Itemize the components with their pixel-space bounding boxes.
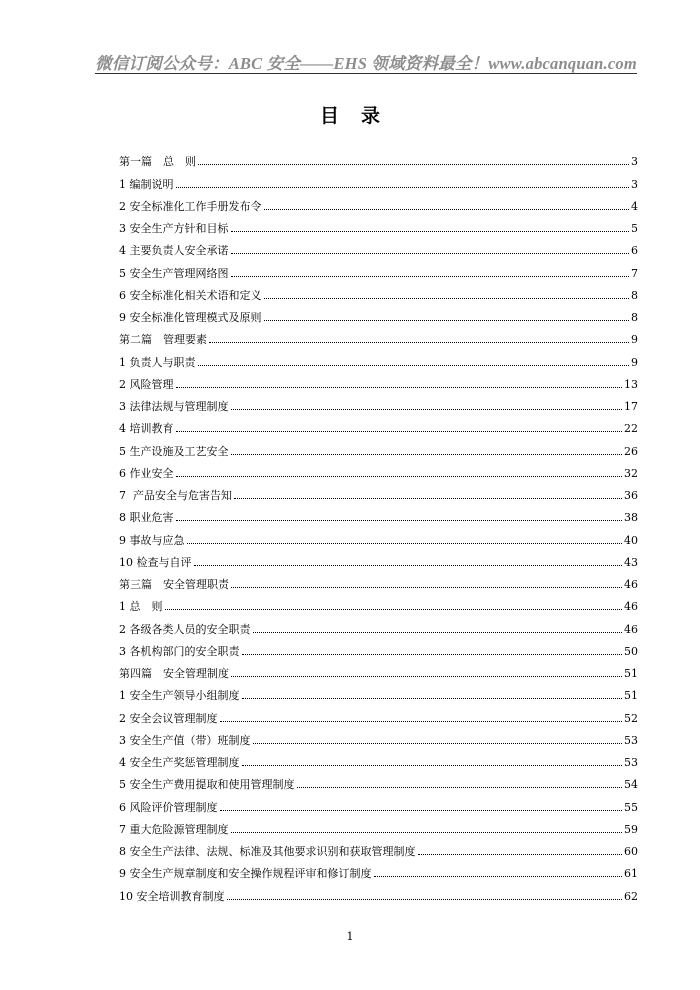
- toc-dot-leader: [194, 565, 623, 566]
- toc-entry-title: 4 培训教育: [119, 422, 174, 436]
- toc-entry-title: 第二篇 管理要素: [119, 333, 207, 347]
- toc-entry-title: 第四篇 安全管理制度: [119, 667, 229, 680]
- toc-dot-leader: [234, 498, 622, 499]
- toc-entry-page: 61: [624, 867, 638, 881]
- toc-entry: [119, 836, 638, 858]
- toc-entry-title: 8 安全生产法律、法规、标准及其他要求识别和获取管理制度: [119, 845, 416, 858]
- toc-entry: [119, 213, 638, 235]
- toc-entry-page: 32: [624, 466, 638, 480]
- toc-entry: [119, 658, 638, 680]
- toc-entry-title: 3 安全生产方针和目标: [119, 222, 229, 235]
- toc-entry-title: 9 事故与应急: [119, 533, 185, 547]
- toc-entry-page: 43: [624, 555, 638, 569]
- toc-dot-leader: [231, 231, 630, 232]
- toc-entry-title: 1 总 则: [119, 600, 163, 614]
- toc-dot-leader: [220, 810, 623, 811]
- toc-entry: [119, 569, 638, 591]
- toc-dot-leader: [220, 721, 623, 722]
- toc-dot-leader: [176, 431, 623, 432]
- toc-entry: [119, 680, 638, 702]
- toc-entry-title: 10 检查与自评: [119, 555, 192, 569]
- toc-entry-page: 22: [624, 422, 638, 436]
- toc-dot-leader: [242, 698, 623, 699]
- toc-entry-page: 46: [624, 600, 638, 614]
- toc-entry-title: 7 重大危险源管理制度: [119, 822, 229, 836]
- toc-dot-leader: [209, 342, 629, 343]
- toc-dot-leader: [198, 164, 629, 165]
- toc-entry: [119, 725, 638, 747]
- toc-dot-leader: [231, 676, 622, 677]
- toc-entry: [119, 191, 638, 213]
- toc-entry: [119, 613, 638, 635]
- toc-entry-page: 9: [631, 355, 638, 369]
- toc-dot-leader: [253, 743, 623, 744]
- table-of-contents: [119, 146, 638, 903]
- toc-entry-title: 3 各机构部门的安全职责: [119, 644, 240, 658]
- toc-entry-page: 59: [624, 822, 638, 836]
- toc-dot-leader: [165, 609, 623, 610]
- toc-entry: [119, 814, 638, 836]
- toc-dot-leader: [187, 543, 623, 544]
- toc-entry-page: 40: [624, 533, 638, 547]
- toc-entry-title: 3 安全生产值（带）班制度: [119, 733, 251, 747]
- toc-dot-leader: [176, 520, 623, 521]
- toc-entry-page: 51: [624, 689, 638, 703]
- toc-dot-leader: [242, 654, 623, 655]
- toc-entry-page: 55: [624, 800, 638, 814]
- toc-entry-title: 10 安全培训教育制度: [119, 889, 225, 903]
- document-title: 目录: [319, 105, 402, 127]
- toc-dot-leader: [231, 587, 622, 588]
- toc-entry-page: 7: [631, 266, 638, 280]
- toc-entry: [119, 591, 638, 613]
- toc-dot-leader: [242, 765, 623, 766]
- toc-entry: [119, 413, 638, 435]
- toc-entry-page: 6: [631, 244, 638, 258]
- toc-entry: [119, 346, 638, 368]
- toc-entry-page: 46: [624, 578, 638, 591]
- toc-entry: [119, 168, 638, 190]
- toc-entry-title: 1 负责人与职责: [119, 355, 196, 369]
- toc-entry-title: 3 法律法规与管理制度: [119, 400, 229, 413]
- toc-entry-page: 13: [624, 377, 638, 391]
- toc-entry: [119, 524, 638, 546]
- toc-entry: [119, 391, 638, 413]
- toc-entry-page: 53: [624, 756, 638, 769]
- toc-dot-leader: [374, 876, 623, 877]
- toc-entry-title: 6 作业安全: [119, 466, 174, 480]
- toc-entry: [119, 858, 638, 880]
- toc-entry-title: 2 各级各类人员的安全职责: [119, 622, 251, 636]
- toc-entry-title: 4 安全生产奖惩管理制度: [119, 756, 240, 769]
- toc-entry: [119, 257, 638, 279]
- toc-entry-title: 9 安全生产规章制度和安全操作规程评审和修订制度: [119, 867, 372, 881]
- toc-entry: [119, 369, 638, 391]
- toc-dot-leader: [297, 787, 623, 788]
- toc-entry-title: 8 职业危害: [119, 511, 174, 525]
- toc-entry-page: 53: [624, 733, 638, 747]
- toc-entry-title: 2 安全标准化工作手册发布令: [119, 199, 262, 213]
- toc-entry-page: 62: [624, 889, 638, 903]
- toc-dot-leader: [176, 187, 630, 188]
- toc-entry-title: 第三篇 安全管理职责: [119, 578, 229, 591]
- toc-entry-page: 8: [631, 311, 638, 324]
- toc-entry-page: 50: [624, 644, 638, 658]
- toc-entry-title: 1 安全生产领导小组制度: [119, 689, 240, 703]
- toc-entry-page: 5: [631, 222, 638, 235]
- toc-entry-title: 5 安全生产费用提取和使用管理制度: [119, 778, 295, 792]
- toc-entry-title: 5 生产设施及工艺安全: [119, 444, 229, 458]
- toc-entry-page: 51: [624, 667, 638, 680]
- toc-entry-page: 38: [624, 511, 638, 525]
- toc-entry: [119, 280, 638, 302]
- toc-entry: [119, 880, 638, 902]
- toc-entry-title: 2 安全会议管理制度: [119, 711, 218, 725]
- toc-dot-leader: [231, 276, 630, 277]
- toc-entry-page: 26: [624, 444, 638, 458]
- toc-dot-leader: [198, 365, 630, 366]
- toc-entry-page: 3: [631, 177, 638, 191]
- toc-entry: [119, 702, 638, 724]
- toc-entry-title: 1 编制说明: [119, 177, 174, 191]
- toc-entry-page: 46: [624, 622, 638, 636]
- toc-dot-leader: [231, 454, 623, 455]
- toc-entry: [119, 791, 638, 813]
- toc-entry-page: 60: [624, 845, 638, 858]
- toc-entry: [119, 547, 638, 569]
- toc-dot-leader: [418, 854, 623, 855]
- toc-entry: [119, 747, 638, 769]
- toc-entry-page: 8: [631, 288, 638, 302]
- toc-entry-title: 5 安全生产管理网络图: [119, 266, 229, 280]
- toc-entry-title: 7 产品安全与危害告知: [119, 489, 232, 502]
- toc-entry-title: 9 安全标准化管理模式及原则: [119, 311, 262, 324]
- toc-dot-leader: [264, 298, 630, 299]
- toc-dot-leader: [231, 253, 630, 254]
- toc-dot-leader: [264, 209, 630, 210]
- toc-entry: [119, 458, 638, 480]
- toc-entry-title: 第一篇 总 则: [119, 155, 196, 169]
- toc-entry-page: 52: [624, 711, 638, 725]
- header-rule: [95, 73, 637, 74]
- page-header-banner: 微信订阅公众号：ABC 安全——EHS 领域资料最全！www.abcanquan.com: [95, 54, 637, 73]
- toc-entry: [119, 435, 638, 457]
- page-number: 1: [346, 930, 354, 943]
- toc-entry-page: 9: [631, 333, 638, 347]
- toc-entry: [119, 146, 638, 168]
- toc-entry: [119, 769, 638, 791]
- toc-entry: [119, 302, 638, 324]
- toc-dot-leader: [264, 320, 630, 321]
- toc-entry-page: 54: [624, 778, 638, 792]
- toc-entry-title: 6 安全标准化相关术语和定义: [119, 288, 262, 302]
- toc-dot-leader: [231, 409, 623, 410]
- toc-entry-title: 2 风险管理: [119, 377, 174, 391]
- toc-dot-leader: [253, 632, 623, 633]
- toc-entry-page: 17: [624, 400, 638, 413]
- toc-entry-page: 36: [624, 489, 638, 502]
- toc-entry: [119, 324, 638, 346]
- toc-dot-leader: [231, 832, 623, 833]
- toc-entry-title: 4 主要负责人安全承诺: [119, 244, 229, 258]
- toc-dot-leader: [176, 387, 623, 388]
- toc-entry: [119, 502, 638, 524]
- toc-entry-page: 3: [631, 155, 638, 169]
- toc-entry-title: 6 风险评价管理制度: [119, 800, 218, 814]
- toc-entry-page: 4: [631, 199, 638, 213]
- toc-entry: [119, 235, 638, 257]
- toc-entry: [119, 636, 638, 658]
- toc-dot-leader: [176, 476, 623, 477]
- toc-entry: [119, 480, 638, 502]
- toc-dot-leader: [227, 899, 623, 900]
